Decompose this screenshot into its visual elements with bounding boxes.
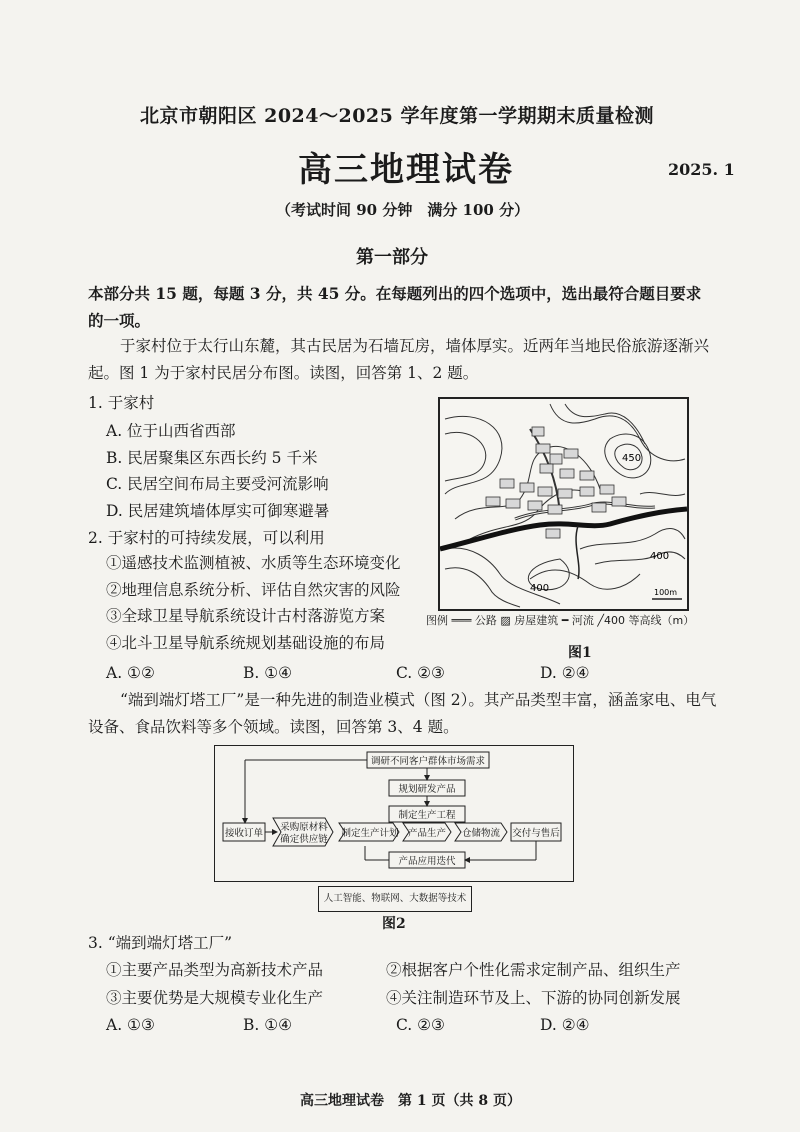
contour-line bbox=[565, 404, 645, 444]
figure1-map bbox=[438, 397, 689, 611]
q2-item-4: ④北斗卫星导航系统规划基础设施的布局 bbox=[106, 634, 386, 652]
instructions-line1: 本部分共 15 题，每题 3 分，共 45 分。在每题列出的四个选项中，选出最符合题目要求 bbox=[88, 284, 702, 303]
q2-item-3: ③全球卫星导航系统设计古村落游览方案 bbox=[106, 607, 386, 625]
contour-label-450: 450 bbox=[622, 453, 642, 464]
contour-label-400-south: 400 bbox=[530, 583, 550, 594]
q2-choice-c[interactable]: C. ②③ bbox=[396, 664, 445, 682]
exam-title: 北京市朝阳区 2024～2025 学年度第一学期期末质量检测 bbox=[140, 105, 654, 127]
house-block bbox=[558, 489, 572, 498]
q1-option-b[interactable]: B. 民居聚集区东西长约 5 千米 bbox=[106, 449, 318, 467]
contour-line bbox=[445, 416, 502, 494]
contour-line bbox=[445, 432, 486, 481]
q2-choice-a[interactable]: A. ①② bbox=[106, 664, 155, 682]
house-block bbox=[486, 497, 500, 506]
q2-choice-b[interactable]: B. ①④ bbox=[243, 664, 293, 682]
q3-choice-c[interactable]: C. ②③ bbox=[396, 1016, 445, 1034]
house-block bbox=[538, 487, 552, 496]
label-production: 产品生产 bbox=[407, 828, 447, 839]
contour-line bbox=[640, 493, 685, 496]
box-technology: 人工智能、物联网、大数据等技术 bbox=[318, 886, 472, 912]
contour-line bbox=[445, 568, 520, 607]
label-warehouse: 仓储物流 bbox=[461, 828, 501, 839]
page-footer: 高三地理试卷 第 1 页（共 8 页） bbox=[300, 1093, 521, 1109]
house-block bbox=[500, 479, 514, 488]
q3-choice-b[interactable]: B. ①④ bbox=[243, 1016, 293, 1034]
instructions-line2: 的一项。 bbox=[88, 311, 151, 330]
label-receive-order: 接收订单 bbox=[224, 828, 264, 839]
scale-label: 100m bbox=[654, 588, 678, 597]
contour-line bbox=[580, 529, 685, 549]
house-block bbox=[600, 485, 614, 494]
passage2-line2: 设备、食品饮料等多个领域。读图，回答第 3、4 题。 bbox=[88, 718, 459, 736]
exam-date: 2025. 1 bbox=[668, 160, 735, 179]
q1-option-c[interactable]: C. 民居空间布局主要受河流影响 bbox=[106, 475, 329, 493]
house-block bbox=[506, 499, 520, 508]
q2-item-2: ②地理信息系统分析、评估自然灾害的风险 bbox=[106, 581, 401, 599]
house-block bbox=[612, 497, 626, 506]
house-block bbox=[540, 464, 553, 473]
house-block bbox=[520, 483, 534, 492]
q3-item-2: ②根据客户个性化需求定制产品、组织生产 bbox=[386, 961, 681, 979]
label-production-engineering: 制定生产工程 bbox=[398, 810, 456, 821]
label-market-research: 调研不同客户群体市场需求 bbox=[370, 756, 486, 767]
q3-choice-d[interactable]: D. ②④ bbox=[540, 1016, 590, 1034]
figure2-flowchart bbox=[214, 745, 574, 882]
contour-line bbox=[445, 548, 560, 604]
house-block bbox=[580, 471, 594, 480]
contour-label-400-east: 400 bbox=[650, 551, 670, 562]
house-block bbox=[580, 487, 594, 496]
label-procurement-b: 确定供应链 bbox=[280, 834, 328, 845]
q3-stem: 3. “端到端灯塔工厂” bbox=[88, 934, 233, 952]
house-block bbox=[560, 469, 574, 478]
label-iteration: 产品应用迭代 bbox=[398, 856, 456, 867]
label-production-plan: 制定生产计划 bbox=[341, 828, 399, 839]
house-block bbox=[528, 501, 542, 510]
time-info: （考试时间 90 分钟 满分 100 分） bbox=[276, 201, 530, 219]
q1-option-d[interactable]: D. 民居建筑墙体厚实可御寒避暑 bbox=[106, 502, 330, 520]
page-title: 高三地理试卷 bbox=[298, 150, 514, 190]
passage2-line1: “端到端灯塔工厂”是一种先进的制造业模式（图 2）。其产品类型丰富，涵盖家电、电气 bbox=[120, 691, 717, 709]
q3-item-1: ①主要产品类型为高新技术产品 bbox=[106, 961, 324, 979]
house-block bbox=[564, 449, 578, 458]
stream-line bbox=[576, 526, 579, 579]
q1-stem: 1. 于家村 bbox=[88, 394, 155, 412]
label-plan-product: 规划研发产品 bbox=[398, 784, 456, 795]
q2-stem: 2. 于家村的可持续发展，可以利用 bbox=[88, 529, 325, 547]
house-block bbox=[546, 529, 560, 538]
contour-map-svg bbox=[440, 399, 687, 609]
label-procurement-a: 采购原材料 bbox=[280, 822, 328, 833]
house-block bbox=[550, 454, 562, 464]
part-title: 第一部分 bbox=[356, 247, 428, 268]
q1-option-a[interactable]: A. 位于山西省西部 bbox=[106, 422, 236, 440]
house-block bbox=[548, 505, 562, 514]
q3-choice-a[interactable]: A. ①③ bbox=[106, 1016, 155, 1034]
figure1-legend: 图例 ═══ 公路 ▨ 房屋建筑 ━ 河流 ╱400 等高线（m） bbox=[426, 614, 695, 627]
label-delivery: 交付与售后 bbox=[512, 828, 560, 839]
figure2-caption: 图2 bbox=[382, 916, 406, 932]
house-block bbox=[592, 503, 606, 512]
passage1-line1: 于家村位于太行山东麓，其古民居为石墙瓦房，墙体厚实。近两年当地民俗旅游逐渐兴 bbox=[120, 337, 710, 355]
house-block bbox=[532, 427, 544, 436]
house-block bbox=[536, 444, 550, 453]
passage1-line2: 起。图 1 为于家村民居分布图。读图，回答第 1、2 题。 bbox=[88, 364, 479, 382]
q3-item-3: ③主要优势是大规模专业化生产 bbox=[106, 989, 324, 1007]
river-line bbox=[440, 509, 687, 549]
q2-choice-d[interactable]: D. ②④ bbox=[540, 664, 590, 682]
q3-item-4: ④关注制造环节及上、下游的协同创新发展 bbox=[386, 989, 681, 1007]
q2-item-1: ①遥感技术监测植被、水质等生态环境变化 bbox=[106, 554, 401, 572]
figure1-caption: 图1 bbox=[568, 645, 592, 661]
contour-line bbox=[595, 552, 685, 564]
